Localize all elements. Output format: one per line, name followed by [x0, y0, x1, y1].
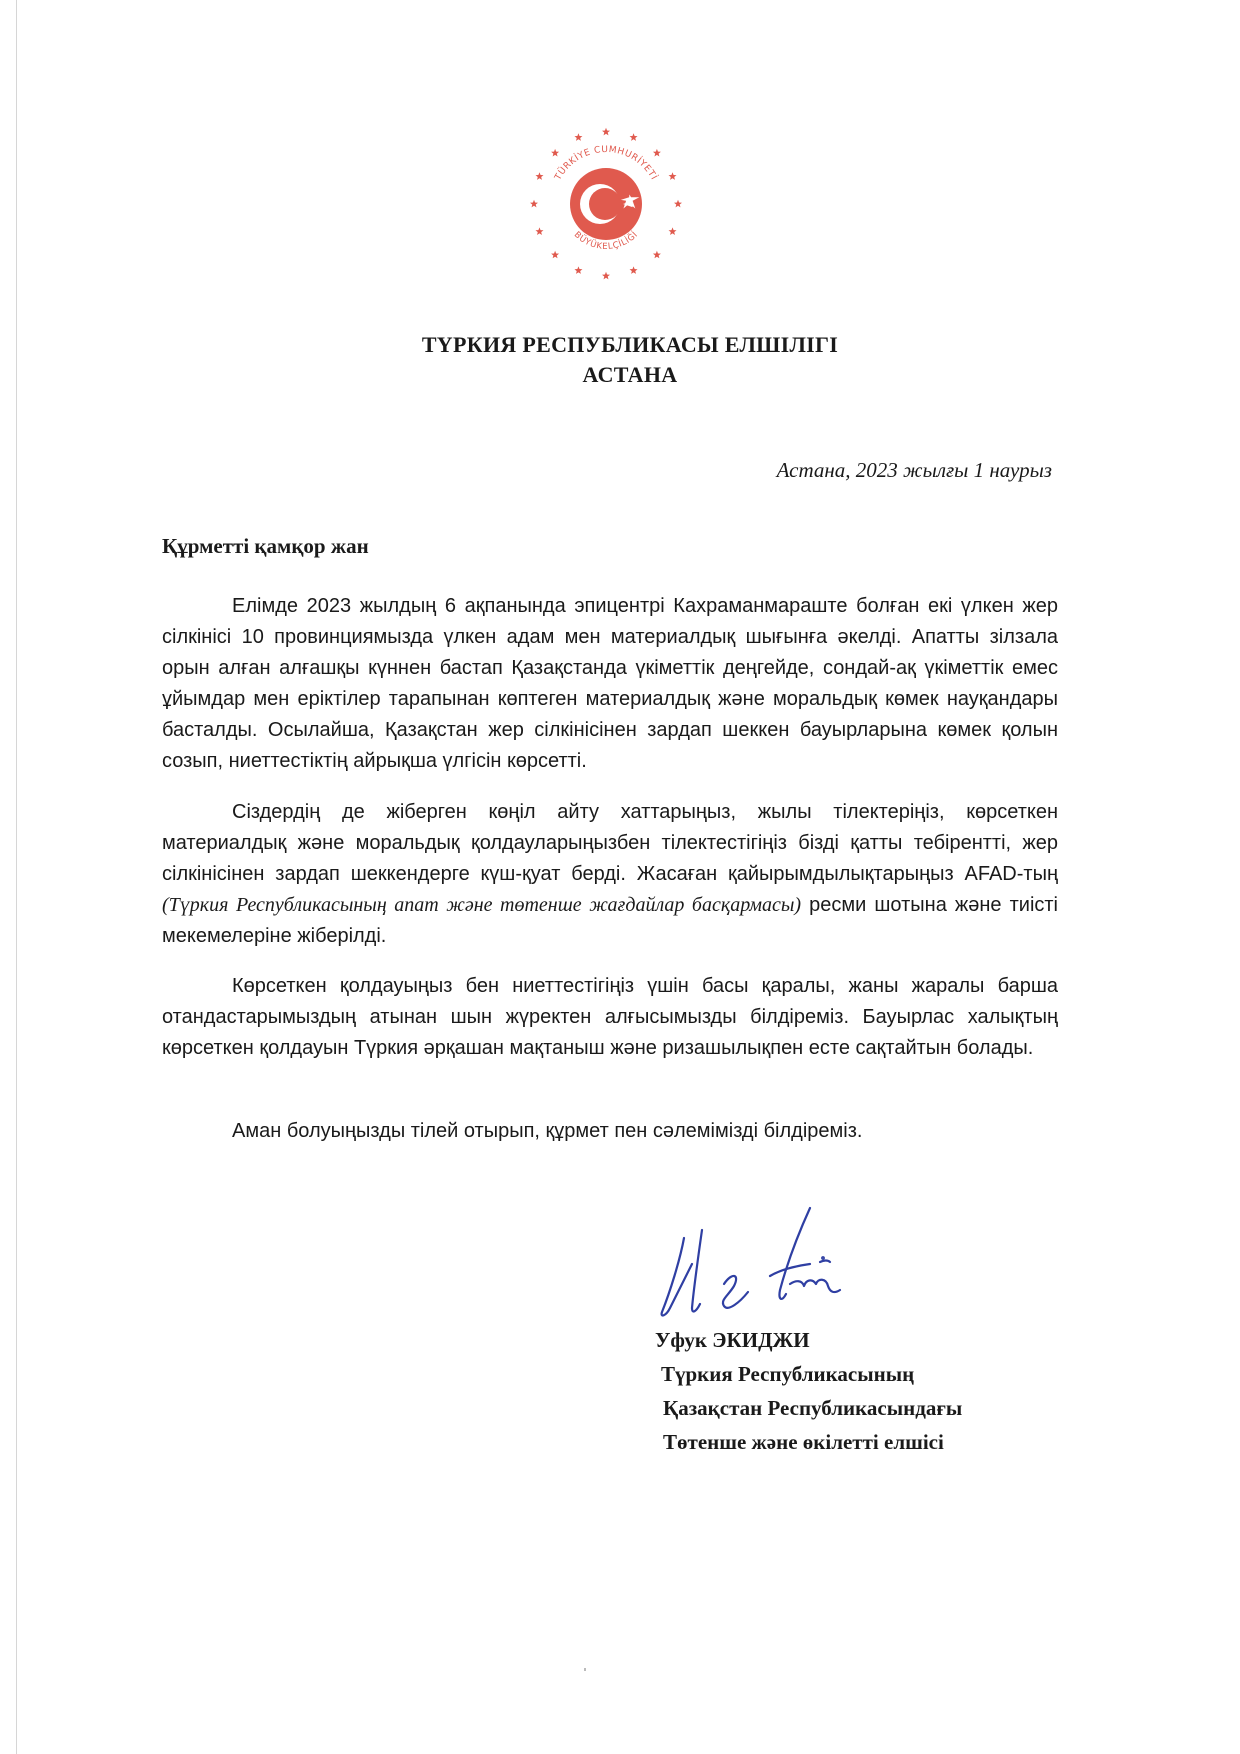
signatory-block [655, 1323, 962, 1459]
paragraph-1-text: Елімде 2023 жылдың 6 ақпанында эпицентрі Кахраманмараште болған екі үлкен жер сілкінісі 10 провинциямызда үлкен адам мен материалдық шығынға әкелді. Апатты зілзала орын алған алғашқы күннен бастап Қазақстанда үкіметтік деңгейде, сондай-ақ үкіметтік емес ұйымдар мен еріктілер тарапынан көптеген материалдық және моральдық көмек науқандары басталды. Осылайша, Қазақстан жер сілкінісінен зардап шеккен бауырларына көмек қолын созып, ниеттестіктің айрықша үлгісін көрсетті. [162, 595, 1058, 772]
paragraph-2-end: ресми шотына және тиісті мекемелеріне жіберілді. [162, 894, 1059, 947]
seal-star-icon [602, 272, 610, 280]
paragraph-2-text [162, 797, 1058, 952]
paragraph-3 [162, 971, 1058, 1064]
seal-bottom-text: BÜYÜKELÇİLİĞİ [571, 229, 641, 252]
seal-star-icon [551, 149, 559, 157]
scan-edge-line [16, 0, 17, 1754]
salutation: Құрметті қамқор жан [162, 534, 369, 558]
embassy-seal-logo [524, 122, 688, 286]
paragraph-2 [162, 797, 1058, 952]
seal-star-icon [551, 251, 559, 259]
seal-star-icon [669, 172, 677, 180]
embassy-city: АСТАНА [582, 362, 678, 387]
handwritten-signature [640, 1200, 880, 1332]
seal-star-icon [630, 133, 638, 141]
letter-date: Астана, 2023 жылғы 1 наурыз [776, 458, 1052, 482]
signatory-posting: Қазақстан Республикасындағы [663, 1396, 963, 1420]
seal-star-icon [669, 227, 677, 235]
seal-star-icon [653, 251, 661, 259]
seal-star-icon [530, 200, 538, 208]
afad-description: (Түркия Республикасының апат және төтенше жағдайлар басқармасы) [162, 894, 802, 916]
paragraph-3-text: Көрсеткен қолдауыңыз бен ниеттестігіңіз үшін басы қаралы, жаны жаралы барша отандастарымыздың атынан шын жүректен алғысымызды білдіреміз. Бауырлас халықтың көрсеткен қолдауын Түркия әрқашан мақтаныш және ризашылықпен есте сақтайтын болады. [162, 975, 1058, 1059]
seal-star-icon [653, 149, 661, 157]
scan-speck [584, 1668, 586, 1671]
paragraph-2-start: Сіздердің де жіберген көңіл айту хаттарыңыз, жылы тілектеріңіз, көрсеткен материалдық және моральдық қолдауларыңызбен тілектестігіңіз бізді қатты тебірентті, жер сілкінісінен зардап шеккендерге күш-қуат берді. Жасаған қайырымдылықтарыңыз AFAD-тың [162, 801, 1058, 885]
seal-star-icon [630, 266, 638, 274]
seal-top-text: TÜRKİYE CUMHURİYETİ [553, 144, 659, 183]
paragraph-4-text: Аман болуыңызды тілей отырып, құрмет пен сәлемімізді білдіреміз. [232, 1120, 863, 1142]
paragraph-1 [162, 591, 1058, 777]
embassy-title: ТҮРКИЯ РЕСПУБЛИКАСЫ ЕЛШІЛІГІ [421, 332, 839, 357]
seal-star-icon [574, 133, 582, 141]
seal-star-icon [535, 172, 543, 180]
signatory-title: Төтенше және өкілетті елшісі [663, 1430, 944, 1454]
paragraph-4 [162, 1116, 1058, 1147]
seal-star-icon [602, 128, 610, 136]
seal-star-icon [574, 266, 582, 274]
seal-star-icon [674, 200, 682, 208]
signatory-country: Түркия Республикасының [661, 1362, 915, 1386]
seal-star-icon [535, 227, 543, 235]
signatory-name: Уфук ЭКИДЖИ [655, 1328, 810, 1352]
